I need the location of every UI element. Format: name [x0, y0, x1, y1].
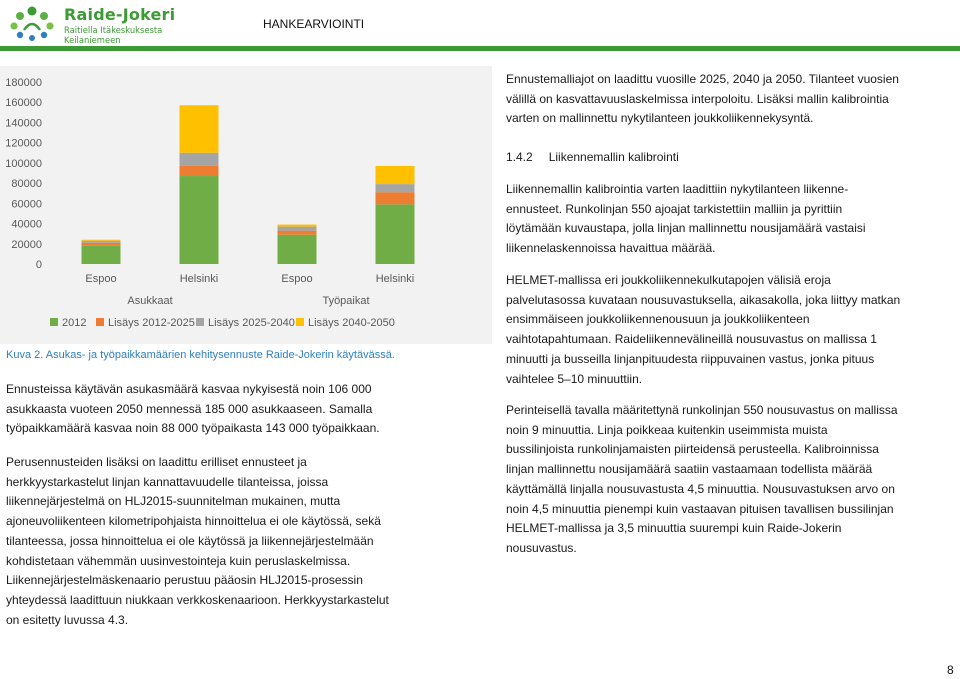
section-number: 1.4.2 [506, 150, 533, 164]
text-line: vaihtotapahtumaan. Raideliikennevälineillä nousuvastus on mallissa 1 [506, 332, 877, 347]
bar-segment-lis-ys-2025-2040 [180, 153, 219, 166]
text-line: Liikennejärjestelmäskenaario perustuu pääosin HLJ2015-prosessin [6, 573, 363, 588]
figure-caption: Kuva 2. Asukas- ja työpaikkamäärien kehitysennuste Raide-Jokerin käytävässä. [6, 349, 395, 361]
bar-segment-lis-ys-2012-2025 [82, 243, 121, 246]
y-tick-label: 180000 [5, 77, 42, 89]
logo-name: Raide-Jokeri [64, 5, 176, 24]
text-line: kohdistetaan vähemmän uusinvestointeja kuin peruslaskelmissa. [6, 553, 351, 568]
text-line: minuutti ja busseilla linjanpituudesta riippuvainen vastus, jonka pituus [506, 351, 875, 366]
y-tick-label: 120000 [5, 137, 42, 150]
text-line: ajoneuvoliikenteen kilometripohjaista hinnoittelua ei ole käytössä, sekä [6, 514, 381, 529]
section-heading [506, 150, 679, 164]
bar-segment-2012 [376, 204, 415, 264]
bar-segment-lis-ys-2040-2050 [180, 105, 219, 153]
bar-segment-lis-ys-2012-2025 [278, 231, 317, 235]
x-category-label: Espoo [281, 273, 313, 285]
x-category-label: Espoo [85, 273, 117, 285]
text-line: käyttämällä linjalla nousuvastusta 4,5 minuuttia. Nousuvastuksen arvo on [506, 481, 895, 496]
y-tick-label: 60000 [11, 198, 42, 211]
legend-swatch [196, 318, 204, 326]
bar-segment-lis-ys-2025-2040 [278, 227, 317, 231]
x-group-label: Työpaikat [322, 295, 370, 307]
text-line: nousuvastus. [506, 540, 577, 555]
text-line: Ennustemalliajot on laadittu vuosille 2025, 2040 ja 2050. Tilanteet vuosien [506, 72, 899, 86]
text-line: varten on mallinnettu nykytilanteen joukkoliikennekysyntä. [506, 111, 814, 126]
text-line: noin 4,5 minuuttia pienempi kuin vastaavan pituisen tavallisen bussilinjan [506, 501, 894, 516]
bar-segment-lis-ys-2012-2025 [180, 166, 219, 176]
text-line: Perusennusteiden lisäksi on laadittu erilliset ennusteet ja [6, 455, 307, 469]
page-number: 8 [947, 663, 954, 677]
text-line: asukkaasta vuoteen 2050 mennessä 185 000 asukkaaseen. Samalla [6, 401, 373, 416]
text-line: HELMET-mallissa ja 3,5 minuuttia suurempi kuin Raide-Jokerin [506, 521, 842, 536]
text-line: työpaikkamäärä kasvaa noin 88 000 työpaikasta 143 000 työpaikkaan. [6, 421, 380, 436]
y-tick-label: 100000 [5, 157, 42, 170]
text-line: herkkyystarkastelut linjan kannattavuudelle tilanteissa, joissa [6, 474, 329, 489]
text-line: Ennusteissa käytävän asukasmäärä kasvaa nykyisestä noin 106 000 [6, 382, 372, 396]
text-line: palvelutasossa kuvataan nousuvastuksella, aikasakolla, joka liittyy matkan [506, 292, 901, 307]
bar-segment-2012 [180, 176, 219, 264]
paragraph-helmet-model [506, 271, 900, 389]
logo-tagline: Raitiella Itäkeskuksesta Keilaniemeen [64, 25, 163, 45]
paragraph-population-forecast [6, 380, 380, 439]
bar-segment-lis-ys-2012-2025 [376, 192, 415, 204]
legend-swatch [96, 318, 104, 326]
x-category-label: Helsinki [179, 273, 219, 285]
bar-segment-lis-ys-2040-2050 [82, 240, 121, 241]
bar-segment-2012 [278, 235, 317, 264]
y-tick-label: 140000 [5, 117, 42, 130]
text-line: linjan mallinnettu nousijamäärä saatiin vastaamaan todellista määrää [506, 462, 873, 477]
bar-segment-lis-ys-2025-2040 [82, 241, 121, 243]
legend-label: Lisäys 2025-2040 [208, 317, 295, 329]
text-line: vaihtelee 5–10 minuuttiin. [506, 371, 643, 386]
legend-swatch [50, 318, 58, 326]
text-line: HELMET-mallissa eri joukkoliikennekulkutapojen välisiä eroja [506, 273, 831, 287]
text-line: on esitetty luvussa 4.3. [6, 612, 129, 627]
logo-mark-icon [6, 4, 58, 44]
paragraph-boarding-penalty [506, 401, 898, 559]
text-line: liikennelaskennoissa havaittua määrää. [506, 241, 716, 256]
paragraph-sensitivity-analysis [6, 453, 389, 630]
header-divider [0, 46, 960, 51]
text-line: noin 9 minuuttia. Linja poikkeaa kuitenkin useimmista muista [506, 422, 828, 437]
document-header-title: HANKEARVIOINTI [263, 17, 365, 31]
y-tick-label: 160000 [5, 97, 42, 110]
bar-segment-lis-ys-2040-2050 [278, 225, 317, 227]
text-line: ensimmäiseen joukkoliikennenousuun ja joukkoliikenteen [506, 312, 810, 327]
legend-label: Lisäys 2040-2050 [308, 317, 395, 329]
y-tick-label: 0 [35, 259, 42, 271]
paragraph-model-runs [506, 70, 899, 129]
section-title: Liikennemallin kalibrointi [548, 150, 679, 164]
bar-segment-lis-ys-2025-2040 [376, 184, 415, 192]
logo [6, 4, 206, 44]
text-line: Perinteisellä tavalla määritettynä runkolinjan 550 nousuvastus on mallissa [506, 403, 898, 417]
text-line: ennusteet. Runkolinjan 550 ajoajat tarkistettiin malliin ja pyrittiin [506, 201, 843, 216]
bar-segment-2012 [82, 246, 121, 264]
text-line: yhteydessä laadittuun niukkaan verkkoskenaarioon. Herkkyystarkastelut [6, 592, 389, 607]
text-line: löytämään kuvaustapa, jolla linjan mallinnettu nousijamäärä vastaisi [506, 221, 866, 236]
legend-label: Lisäys 2012-2025 [108, 317, 195, 329]
text-line: välillä on kasvattavuuslaskelmissa interpoloitu. Lisäksi mallin kalibrointia [506, 91, 889, 106]
y-tick-label: 40000 [11, 218, 42, 231]
text-line: bussilinjoista runkolinjamaisten piirteidensä perusteella. Kalibroinnissa [506, 442, 879, 457]
legend-label: 2012 [62, 317, 87, 329]
text-line: tilanteessa, jossa hinnoittelua ei ole käytössä ja liikennejärjestelmään [6, 533, 374, 548]
x-category-label: Helsinki [375, 273, 415, 285]
text-line: Liikennemallin kalibrointia varten laadittiin nykytilanteen liikenne- [506, 182, 849, 196]
y-tick-label: 20000 [11, 238, 42, 251]
x-group-label: Asukkaat [127, 295, 173, 307]
y-tick-label: 80000 [11, 178, 42, 191]
stacked-bar-chart [0, 66, 492, 344]
text-line: liikennejärjestelmä on HLJ2015-suunnitelman mukainen, mutta [6, 494, 341, 509]
bar-segment-lis-ys-2040-2050 [376, 166, 415, 184]
legend-swatch [296, 318, 304, 326]
paragraph-calibration [506, 180, 866, 259]
